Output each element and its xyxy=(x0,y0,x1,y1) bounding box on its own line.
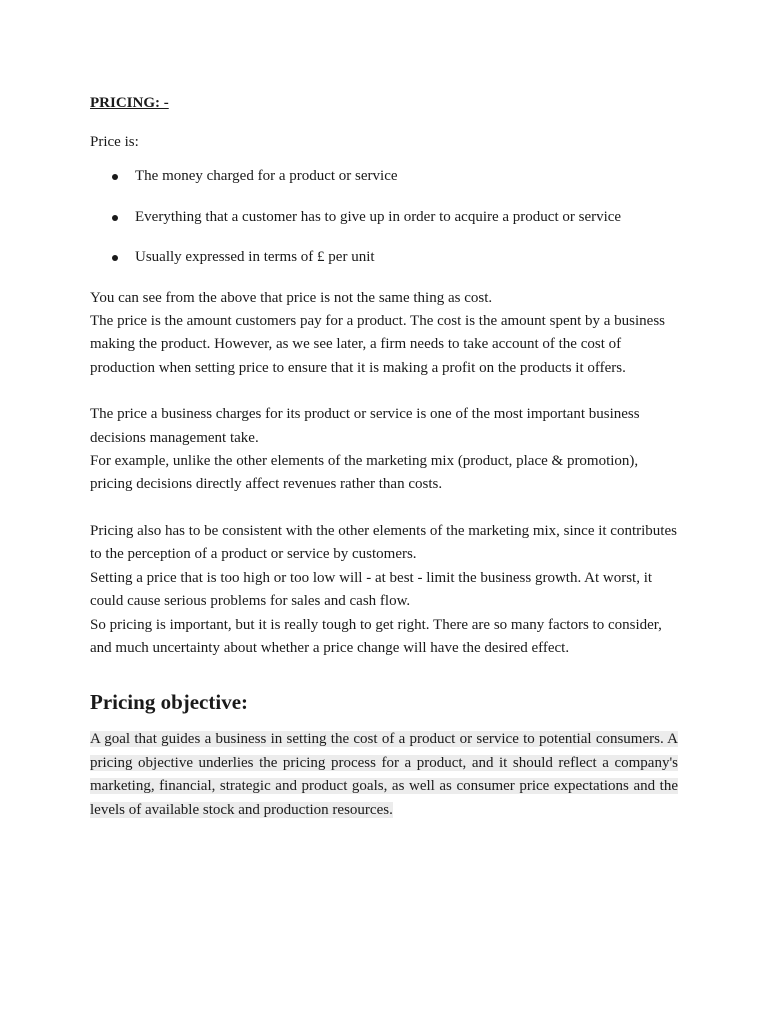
intro-text: Price is: xyxy=(90,134,139,150)
bullet-text: Everything that a customer has to give up in order to acquire a product or service xyxy=(135,208,622,225)
bullet-icon xyxy=(112,255,118,261)
bullet-list xyxy=(90,165,678,269)
paragraph-example: For example, unlike the other elements of the marketing mix (product, place & promotion), pricing decisions directly affect revenues rather than costs. xyxy=(90,453,639,493)
paragraph-setting-price: Setting a price that is too high or too low will - at best - limit the business growth. At worst, it could cause serious problems for sales and cash flow. xyxy=(90,569,653,610)
paragraph-price-definition: The price is the amount customers pay for a product. The cost is the amount spent by a business making the product. However, as we see later, a firm needs to take account of the cost of production when setting price to ensure that it is making a profit on the products it offers. xyxy=(90,313,666,376)
document-body xyxy=(90,92,678,822)
bullet-text: The money charged for a product or service xyxy=(135,168,398,185)
bullet-icon xyxy=(112,174,118,180)
bullet-text: Usually expressed in terms of £ per unit xyxy=(135,249,375,266)
paragraph-spacer xyxy=(90,380,678,403)
bullet-icon xyxy=(112,215,118,221)
bullet-item xyxy=(90,206,678,229)
bullet-item xyxy=(90,165,678,188)
highlighted-text: A goal that guides a business in setting the cost of a product or service to potential consumers. A pricing objective underlies the pricing process for a product, and it should reflect a company's marketing, financial, strategic and product goals, as well as consumer price expectations and the levels of available stock and production resources. xyxy=(90,731,678,818)
bullet-item xyxy=(90,246,678,269)
section-title: Pricing objective: xyxy=(90,690,249,715)
paragraph-consistency: Pricing also has to be consistent with the other elements of the marketing mix, since it contributes to the perception of a product or service by customers. xyxy=(90,522,677,563)
paragraph-importance: The price a business charges for its product or service is one of the most important business decisions management take. xyxy=(90,406,640,446)
paragraph-difficulty: So pricing is important, but it is really tough to get right. There are so many factors to consider, and much uncertainty about whether a price change will have the desired effect. xyxy=(90,616,662,656)
document-heading: PRICING: - xyxy=(90,95,169,111)
objective-paragraph xyxy=(90,728,678,822)
paragraph-spacer xyxy=(90,497,678,520)
paragraph-price-vs-cost: You can see from the above that price is not the same thing as cost. xyxy=(90,289,493,306)
